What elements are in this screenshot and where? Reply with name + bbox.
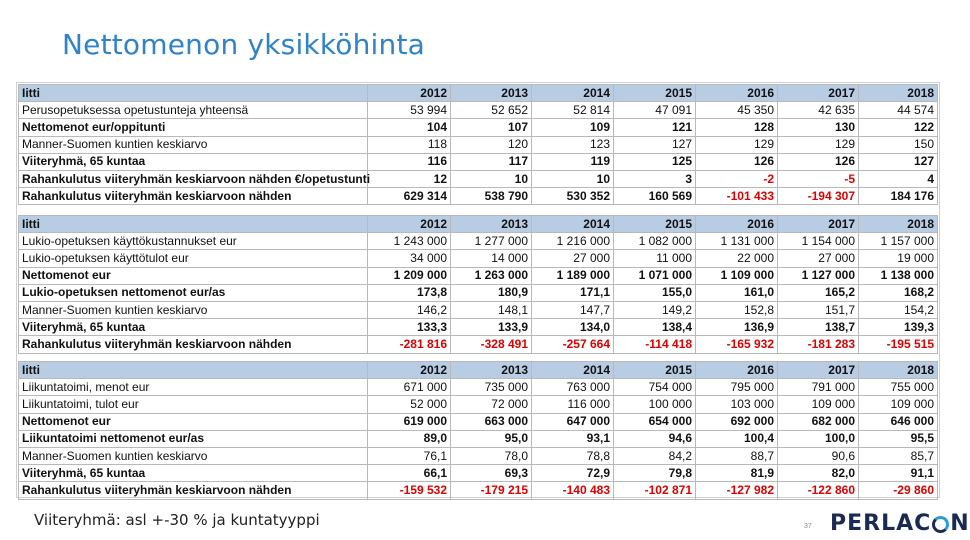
table-row [19, 136, 938, 153]
table-cell: 180,9 [451, 284, 532, 301]
table-cell: 754 000 [614, 379, 696, 396]
table-cell: -179 215 [451, 482, 532, 499]
header-year: 2013 [451, 85, 532, 102]
header-year: 2016 [696, 362, 778, 379]
table-row [19, 319, 938, 336]
table-row [19, 233, 938, 250]
row-label: Liikuntatoimi, menot eur [19, 379, 368, 396]
table-cell: 1 131 000 [696, 233, 778, 250]
row-label: Viiteryhmä, 65 kuntaa [19, 465, 368, 482]
perlacon-logo [830, 508, 970, 538]
table-header-row [19, 216, 938, 233]
table-cell: -101 433 [696, 188, 778, 205]
table-cell: 3 [614, 170, 696, 187]
table-cell: -114 418 [614, 336, 696, 353]
table-row [19, 102, 938, 119]
table-cell: 173,8 [368, 284, 451, 301]
table-cell: 154,2 [859, 301, 938, 318]
table-row [19, 447, 938, 464]
table-cell: 128 [696, 119, 778, 136]
table-cell: 763 000 [532, 379, 614, 396]
table-cell: 129 [778, 136, 859, 153]
table-row [19, 379, 938, 396]
table-cell: -2 [696, 170, 778, 187]
table-cell: 109 000 [778, 396, 859, 413]
table-cell: 22 000 [696, 250, 778, 267]
table-cell: 155,0 [614, 284, 696, 301]
header-year: 2015 [614, 216, 696, 233]
table-cell: 90,6 [778, 447, 859, 464]
table-cell: 134,0 [532, 319, 614, 336]
table-cell: 76,1 [368, 447, 451, 464]
row-label: Perusopetuksessa opetustunteja yhteensä [19, 102, 368, 119]
table-cell: 103 000 [696, 396, 778, 413]
header-year: 2018 [859, 362, 938, 379]
header-municipality: Iitti [19, 85, 368, 102]
table-cell: 629 314 [368, 188, 451, 205]
table-header-row [19, 85, 938, 102]
table-cell: 100,0 [778, 430, 859, 447]
row-label: Lukio-opetuksen käyttötulot eur [19, 250, 368, 267]
table-cell: 88,7 [696, 447, 778, 464]
row-label: Rahankulutus viiteryhmän keskiarvoon nähden [19, 482, 368, 499]
row-label: Rahankulutus viiteryhmän keskiarvoon nähden [19, 188, 368, 205]
table-cell: 34 000 [368, 250, 451, 267]
table-cell: 117 [451, 153, 532, 170]
table-cell: 94,6 [614, 430, 696, 447]
logo-o-icon [932, 516, 949, 533]
table-cell: 654 000 [614, 413, 696, 430]
table-cell: -5 [778, 170, 859, 187]
table-cell: 1 127 000 [778, 267, 859, 284]
table-cell: 78,0 [451, 447, 532, 464]
table-cell: 118 [368, 136, 451, 153]
table-cell: 93,1 [532, 430, 614, 447]
table-row [19, 267, 938, 284]
row-label: Viiteryhmä, 65 kuntaa [19, 153, 368, 170]
table-cell: 126 [696, 153, 778, 170]
table-cell: 116 [368, 153, 451, 170]
row-label: Manner-Suomen kuntien keskiarvo [19, 136, 368, 153]
header-year: 2013 [451, 362, 532, 379]
table-cell: 152,8 [696, 301, 778, 318]
table-cell: 82,0 [778, 465, 859, 482]
table-cell: 127 [614, 136, 696, 153]
table-cell: 66,1 [368, 465, 451, 482]
table-cell: 146,2 [368, 301, 451, 318]
table-cell: 1 071 000 [614, 267, 696, 284]
table-cell: 1 138 000 [859, 267, 938, 284]
table-cell: -181 283 [778, 336, 859, 353]
table-cell: 538 790 [451, 188, 532, 205]
header-year: 2014 [532, 85, 614, 102]
header-year: 2014 [532, 362, 614, 379]
header-year: 2013 [451, 216, 532, 233]
header-year: 2015 [614, 362, 696, 379]
page-number: 37 [804, 523, 812, 530]
table-cell: -328 491 [451, 336, 532, 353]
table-cell: 27 000 [778, 250, 859, 267]
table-cell: 91,1 [859, 465, 938, 482]
table-cell: 125 [614, 153, 696, 170]
table-cell: 104 [368, 119, 451, 136]
table-cell: -122 860 [778, 482, 859, 499]
table-cell: 184 176 [859, 188, 938, 205]
header-year: 2018 [859, 85, 938, 102]
table-cell: 168,2 [859, 284, 938, 301]
logo-text-right: N [950, 510, 970, 536]
table-row [19, 188, 938, 205]
table-cell: 42 635 [778, 102, 859, 119]
header-municipality: Iitti [19, 216, 368, 233]
table-cell: 1 209 000 [368, 267, 451, 284]
table-cell: 735 000 [451, 379, 532, 396]
row-label: Rahankulutus viiteryhmän keskiarvoon nähden €/opetustunti [19, 170, 368, 187]
table-row [19, 170, 938, 187]
header-year: 2015 [614, 85, 696, 102]
table-header-row [19, 362, 938, 379]
table-cell: 149,2 [614, 301, 696, 318]
table-cell: 136,9 [696, 319, 778, 336]
table-perusopetus [18, 84, 938, 205]
header-year: 2017 [778, 362, 859, 379]
table-cell: 1 082 000 [614, 233, 696, 250]
table-cell: 133,9 [451, 319, 532, 336]
footer-note: Viiteryhmä: asl +-30 % ja kuntatyyppi [34, 511, 320, 529]
table-cell: -127 982 [696, 482, 778, 499]
table-cell: 107 [451, 119, 532, 136]
header-year: 2018 [859, 216, 938, 233]
table-row [19, 465, 938, 482]
row-label: Nettomenot eur [19, 413, 368, 430]
table-cell: 4 [859, 170, 938, 187]
table-cell: 12 [368, 170, 451, 187]
table-row [19, 430, 938, 447]
table-cell: 19 000 [859, 250, 938, 267]
table-cell: 45 350 [696, 102, 778, 119]
header-year: 2012 [368, 362, 451, 379]
header-year: 2016 [696, 85, 778, 102]
table-cell: 1 154 000 [778, 233, 859, 250]
table-cell: 119 [532, 153, 614, 170]
table-cell: 14 000 [451, 250, 532, 267]
slide-title: Nettomenon yksikköhinta [62, 28, 426, 61]
table-lukio [18, 215, 938, 354]
logo-text-left: PERLAC [830, 510, 932, 536]
header-municipality: Iitti [19, 362, 368, 379]
table-cell: 130 [778, 119, 859, 136]
table-cell: 121 [614, 119, 696, 136]
table-cell: 160 569 [614, 188, 696, 205]
table-cell: 671 000 [368, 379, 451, 396]
table-cell: 171,1 [532, 284, 614, 301]
table-cell: 78,8 [532, 447, 614, 464]
table-cell: 81,9 [696, 465, 778, 482]
table-cell: -281 816 [368, 336, 451, 353]
table-cell: 72,9 [532, 465, 614, 482]
table-cell: 1 216 000 [532, 233, 614, 250]
table-row [19, 153, 938, 170]
header-year: 2014 [532, 216, 614, 233]
table-cell: 150 [859, 136, 938, 153]
table-cell: 1 109 000 [696, 267, 778, 284]
table-cell: 120 [451, 136, 532, 153]
table-cell: -195 515 [859, 336, 938, 353]
row-label: Manner-Suomen kuntien keskiarvo [19, 301, 368, 318]
row-label: Lukio-opetuksen käyttökustannukset eur [19, 233, 368, 250]
table-cell: -140 483 [532, 482, 614, 499]
table-cell: 682 000 [778, 413, 859, 430]
table-cell: 44 574 [859, 102, 938, 119]
table-cell: 1 189 000 [532, 267, 614, 284]
table-cell: 109 000 [859, 396, 938, 413]
table-cell: 122 [859, 119, 938, 136]
header-year: 2012 [368, 216, 451, 233]
table-cell: 138,4 [614, 319, 696, 336]
row-label: Rahankulutus viiteryhmän keskiarvoon nähden [19, 336, 368, 353]
row-label: Nettomenot eur/oppitunti [19, 119, 368, 136]
table-row [19, 396, 938, 413]
table-cell: 619 000 [368, 413, 451, 430]
header-year: 2017 [778, 85, 859, 102]
table-cell: 1 263 000 [451, 267, 532, 284]
table-cell: 151,7 [778, 301, 859, 318]
table-cell: 95,5 [859, 430, 938, 447]
table-cell: -102 871 [614, 482, 696, 499]
table-cell: 138,7 [778, 319, 859, 336]
table-cell: 100,4 [696, 430, 778, 447]
table-cell: 791 000 [778, 379, 859, 396]
table-cell: 10 [451, 170, 532, 187]
table-cell: 161,0 [696, 284, 778, 301]
table-cell: 95,0 [451, 430, 532, 447]
table-cell: 53 994 [368, 102, 451, 119]
header-year: 2012 [368, 85, 451, 102]
table-cell: 89,0 [368, 430, 451, 447]
table-row [19, 482, 938, 499]
table-cell: 530 352 [532, 188, 614, 205]
table-cell: 133,3 [368, 319, 451, 336]
header-year: 2017 [778, 216, 859, 233]
table-cell: -29 860 [859, 482, 938, 499]
table-cell: 147,7 [532, 301, 614, 318]
table-cell: 126 [778, 153, 859, 170]
table-cell: 52 814 [532, 102, 614, 119]
table-cell: 646 000 [859, 413, 938, 430]
row-label: Manner-Suomen kuntien keskiarvo [19, 447, 368, 464]
table-cell: 10 [532, 170, 614, 187]
row-label: Lukio-opetuksen nettomenot eur/as [19, 284, 368, 301]
table-cell: 85,7 [859, 447, 938, 464]
table-cell: 692 000 [696, 413, 778, 430]
table-cell: -165 932 [696, 336, 778, 353]
table-cell: 139,3 [859, 319, 938, 336]
table-cell: -159 532 [368, 482, 451, 499]
table-cell: 100 000 [614, 396, 696, 413]
table-cell: 755 000 [859, 379, 938, 396]
table-cell: 69,3 [451, 465, 532, 482]
table-liikuntatoimi [18, 361, 938, 500]
table-cell: 129 [696, 136, 778, 153]
table-cell: 123 [532, 136, 614, 153]
table-row [19, 284, 938, 301]
table-cell: 109 [532, 119, 614, 136]
table-row [19, 336, 938, 353]
table-cell: 148,1 [451, 301, 532, 318]
row-label: Liikuntatoimi nettomenot eur/as [19, 430, 368, 447]
table-row [19, 301, 938, 318]
table-cell: 79,8 [614, 465, 696, 482]
table-cell: 795 000 [696, 379, 778, 396]
table-cell: 84,2 [614, 447, 696, 464]
table-cell: 165,2 [778, 284, 859, 301]
table-cell: 1 243 000 [368, 233, 451, 250]
table-cell: 47 091 [614, 102, 696, 119]
table-row [19, 413, 938, 430]
table-cell: 127 [859, 153, 938, 170]
table-cell: 52 000 [368, 396, 451, 413]
table-cell: -257 664 [532, 336, 614, 353]
table-cell: 72 000 [451, 396, 532, 413]
row-label: Liikuntatoimi, tulot eur [19, 396, 368, 413]
table-cell: -194 307 [778, 188, 859, 205]
table-cell: 27 000 [532, 250, 614, 267]
table-cell: 663 000 [451, 413, 532, 430]
table-cell: 11 000 [614, 250, 696, 267]
table-cell: 1 157 000 [859, 233, 938, 250]
table-cell: 116 000 [532, 396, 614, 413]
table-row [19, 119, 938, 136]
header-year: 2016 [696, 216, 778, 233]
table-cell: 1 277 000 [451, 233, 532, 250]
table-row [19, 250, 938, 267]
row-label: Nettomenot eur [19, 267, 368, 284]
table-cell: 647 000 [532, 413, 614, 430]
table-cell: 52 652 [451, 102, 532, 119]
row-label: Viiteryhmä, 65 kuntaa [19, 319, 368, 336]
